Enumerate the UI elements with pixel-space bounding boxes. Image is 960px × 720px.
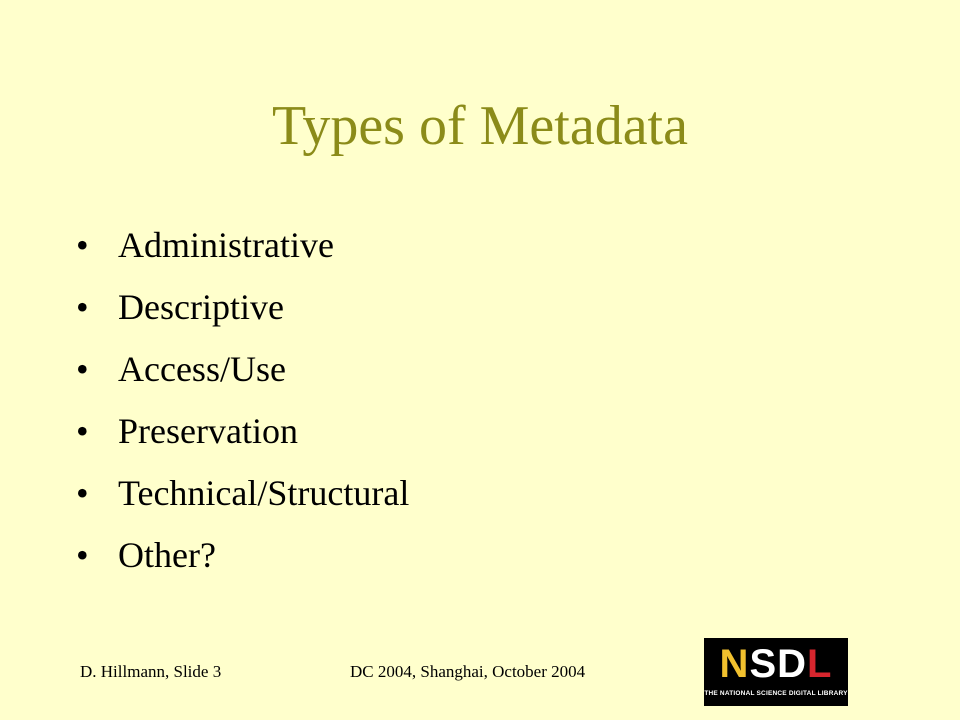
bullet-text: Administrative [118,225,334,265]
bullet-text: Preservation [118,411,298,451]
bullet-icon: • [76,535,89,575]
nsdl-logo-wordmark [704,643,848,685]
bullet-text: Descriptive [118,287,284,327]
bullet-icon: • [76,411,89,451]
bullet-icon: • [76,349,89,389]
bullet-item [76,400,409,462]
bullet-item [76,524,409,586]
bullet-icon: • [76,473,89,513]
bullet-item [76,276,409,338]
nsdl-logo-tagline: THE NATIONAL SCIENCE DIGITAL LIBRARY [704,690,848,697]
bullet-icon: • [76,225,89,265]
bullet-text: Access/Use [118,349,286,389]
footer-author: D. Hillmann, Slide 3 [80,662,222,681]
bullet-text: Other? [118,535,216,575]
nsdl-logo [704,638,848,706]
bullet-icon: • [76,287,89,327]
footer-event: DC 2004, Shanghai, October 2004 [350,662,586,681]
bullet-text: Technical/Structural [118,473,410,513]
logo-letter-n: N [719,641,750,686]
bullet-item [76,338,409,400]
bullet-list [76,214,409,586]
bullet-item [76,214,409,276]
logo-letter-l: L [807,641,833,686]
slide-title: Types of Metadata [272,95,688,157]
logo-letter-d: D [777,641,808,686]
logo-letter-s: S [749,641,778,686]
bullet-item [76,462,409,524]
